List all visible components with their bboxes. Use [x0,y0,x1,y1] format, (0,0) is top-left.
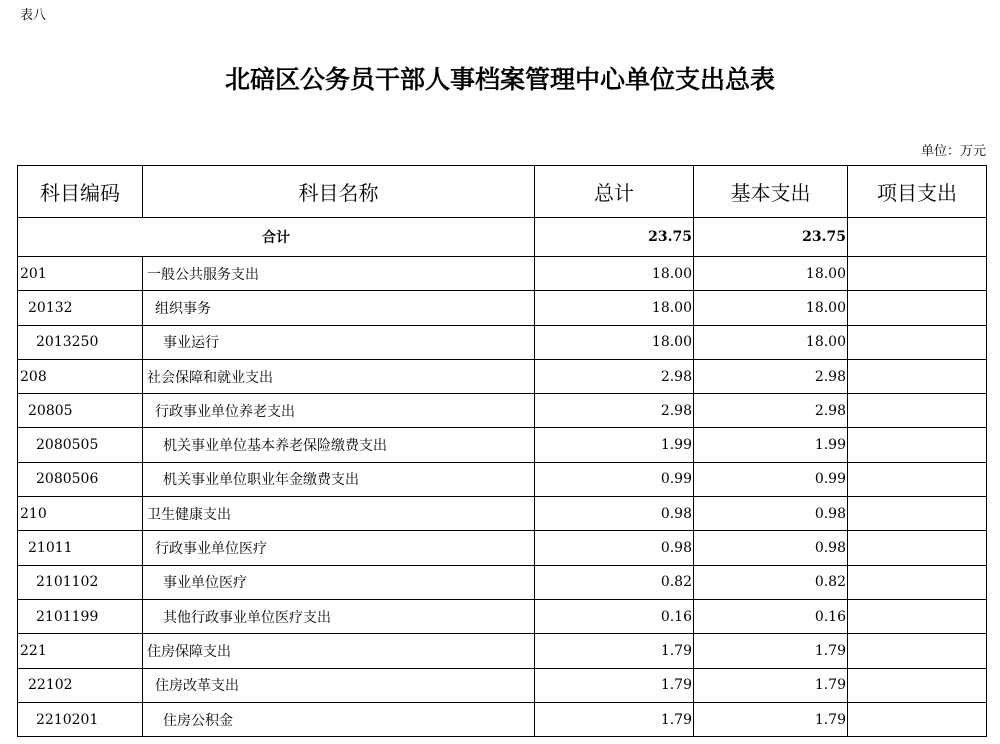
row-name: 事业单位医疗 [143,565,535,599]
row-basic: 18.00 [694,257,848,291]
row-project [848,291,987,325]
row-project [848,565,987,599]
row-basic: 1.79 [694,702,848,736]
header-project: 项目支出 [848,166,987,218]
row-project [848,394,987,428]
table-row [18,565,987,599]
row-basic: 0.98 [694,531,848,565]
table-header-row [18,166,987,218]
row-project [848,497,987,531]
row-name: 组织事务 [143,291,535,325]
table-row [18,462,987,496]
row-name: 机关事业单位职业年金缴费支出 [143,462,535,496]
row-total: 18.00 [535,325,694,359]
row-name: 住房保障支出 [143,634,535,668]
row-name: 行政事业单位养老支出 [143,394,535,428]
row-name: 行政事业单位医疗 [143,531,535,565]
table-row [18,257,987,291]
row-basic: 1.99 [694,428,848,462]
row-code: 2080505 [18,428,143,462]
table-row [18,394,987,428]
total-total: 23.75 [535,218,694,257]
table-row [18,325,987,359]
row-name: 一般公共服务支出 [143,257,535,291]
row-code: 208 [18,359,143,393]
table-row [18,668,987,702]
row-basic: 18.00 [694,325,848,359]
unit-label: 单位：万元 [920,144,986,159]
row-basic: 1.79 [694,634,848,668]
table-row [18,291,987,325]
row-basic: 1.79 [694,668,848,702]
header-total: 总计 [535,166,694,218]
table-row [18,428,987,462]
row-project [848,668,987,702]
header-code: 科目编码 [18,166,143,218]
row-basic: 2.98 [694,394,848,428]
row-code: 2101199 [18,599,143,633]
row-code: 21011 [18,531,143,565]
row-code: 210 [18,497,143,531]
row-name: 住房公积金 [143,702,535,736]
row-total: 0.99 [535,462,694,496]
row-total: 1.79 [535,668,694,702]
row-basic: 0.99 [694,462,848,496]
row-code: 22102 [18,668,143,702]
row-basic: 0.16 [694,599,848,633]
row-code: 2080506 [18,462,143,496]
table-row [18,599,987,633]
row-project [848,462,987,496]
table-row [18,702,987,736]
expenditure-table [17,165,987,737]
header-name: 科目名称 [143,166,535,218]
row-basic: 2.98 [694,359,848,393]
row-total: 0.98 [535,497,694,531]
row-project [848,702,987,736]
row-project [848,325,987,359]
row-name: 住房改革支出 [143,668,535,702]
row-name: 社会保障和就业支出 [143,359,535,393]
row-project [848,359,987,393]
row-code: 201 [18,257,143,291]
row-project [848,634,987,668]
table-row [18,497,987,531]
row-code: 2013250 [18,325,143,359]
total-basic: 23.75 [694,218,848,257]
row-project [848,257,987,291]
row-total: 18.00 [535,257,694,291]
row-name: 事业运行 [143,325,535,359]
row-code: 2210201 [18,702,143,736]
row-code: 20132 [18,291,143,325]
row-total: 0.82 [535,565,694,599]
row-code: 221 [18,634,143,668]
row-total: 18.00 [535,291,694,325]
table-row [18,634,987,668]
row-project [848,531,987,565]
row-project [848,428,987,462]
total-row [18,218,987,257]
total-label: 合计 [18,218,535,257]
row-total: 2.98 [535,394,694,428]
header-basic: 基本支出 [694,166,848,218]
table-row [18,359,987,393]
table-row [18,531,987,565]
row-code: 2101102 [18,565,143,599]
row-basic: 0.82 [694,565,848,599]
row-total: 1.79 [535,634,694,668]
row-total: 2.98 [535,359,694,393]
row-total: 1.99 [535,428,694,462]
row-code: 20805 [18,394,143,428]
table-label: 表八 [20,8,47,23]
row-total: 1.79 [535,702,694,736]
row-basic: 18.00 [694,291,848,325]
row-total: 0.98 [535,531,694,565]
row-name: 其他行政事业单位医疗支出 [143,599,535,633]
total-project [848,218,987,257]
row-name: 机关事业单位基本养老保险缴费支出 [143,428,535,462]
row-name: 卫生健康支出 [143,497,535,531]
page-title: 北碚区公务员干部人事档案管理中心单位支出总表 [224,65,775,94]
row-project [848,599,987,633]
row-basic: 0.98 [694,497,848,531]
row-total: 0.16 [535,599,694,633]
